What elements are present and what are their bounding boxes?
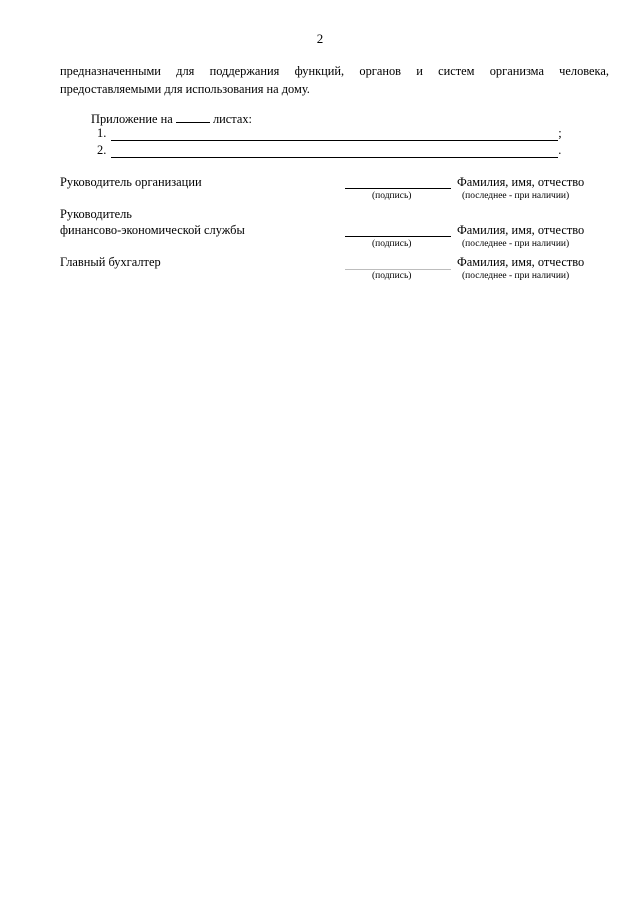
signature-line (345, 269, 451, 270)
role-label-line-2: финансово-экономической службы (60, 223, 245, 237)
appendix-prefix: Приложение на (91, 112, 173, 126)
fio-hint: (последнее - при наличии) (462, 191, 570, 201)
signature-hint: (подпись) (372, 271, 412, 281)
appendix-item-end: ; (558, 126, 562, 140)
role-label: Руководитель организации (60, 175, 202, 189)
fio-hint: (последнее - при наличии) (462, 239, 570, 249)
signature-line (345, 236, 451, 237)
page-number: 2 (316, 31, 324, 46)
appendix-item (97, 143, 561, 158)
appendix-item-number: 2. (97, 143, 107, 157)
appendix-sheets-blank (176, 110, 210, 123)
appendix-item-blank (111, 145, 558, 158)
paragraph-line-1: предназначенными для поддержания функций, органов и систем организма человека, (60, 64, 609, 78)
appendix-suffix: листах: (212, 112, 252, 126)
paragraph-line-2: предоставляемыми для использования на дому. (60, 82, 310, 96)
fio-hint: (последнее - при наличии) (462, 271, 570, 281)
role-label: Руководитель (60, 207, 132, 221)
fio-label: Фамилия, имя, отчество (457, 223, 585, 237)
appendix-item (97, 126, 562, 141)
appendix-item-blank (111, 128, 558, 141)
appendix-item-end: . (558, 143, 562, 157)
signature-hint: (подпись) (372, 191, 412, 201)
signature-hint: (подпись) (372, 239, 412, 249)
appendix-item-number: 1. (97, 126, 107, 140)
signature-row-head (60, 175, 605, 209)
fio-label: Фамилия, имя, отчество (457, 175, 585, 189)
signature-line (345, 188, 451, 189)
fio-label: Фамилия, имя, отчество (457, 255, 585, 269)
role-label: Главный бухгалтер (60, 255, 161, 269)
appendix-heading (91, 110, 252, 127)
signature-row-finance (60, 207, 605, 253)
intro-paragraph (60, 62, 609, 98)
signature-row-accountant (60, 255, 605, 289)
